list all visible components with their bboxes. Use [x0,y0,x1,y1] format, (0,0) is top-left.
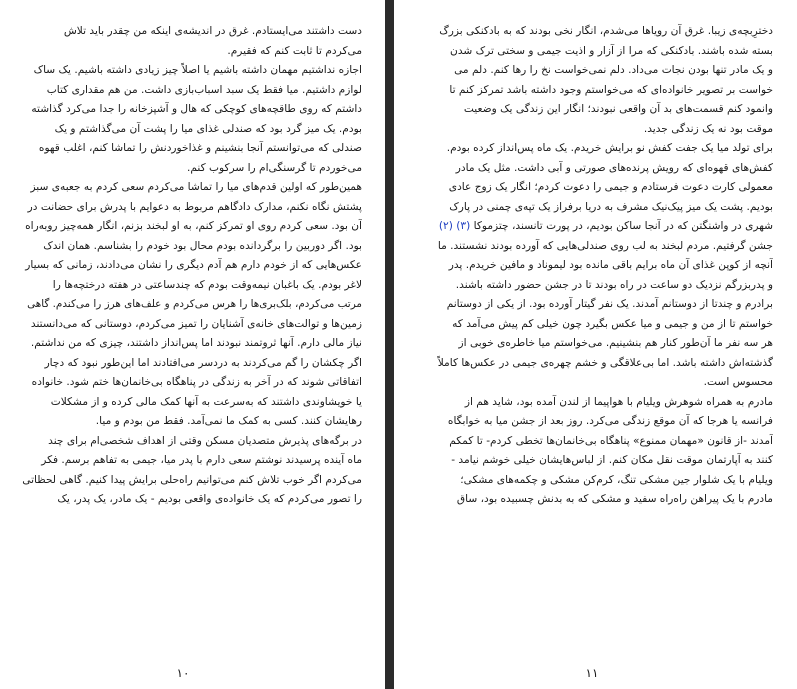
text-line: را تصور می‌کردم که یک خانواده‌ی واقعی بودیم - یک مادر، یک پدر، یک [57,493,362,505]
footnote-ref-link[interactable]: (۳) [456,220,471,232]
text-line: وانمود کنم قسمت‌های بد آن واقعی نبودند؛ انگار این زندگی یک وضعیت [463,103,773,115]
text-line: خواست بر تصویر خانواده‌ای که می‌خواستم وجود داشته باشد تمرکز کنم تا [449,83,773,96]
right-page-text [417,22,773,510]
text-line: لاغر بودم. یک باغبان نیمه‌وقت بودم که چندساعتی در هفته درختچه‌ها را [52,278,362,291]
text-line: برادرم و چندتا از دوستانم آمدند. یک نفر گیتار آورده بود. از یکی از دوستانم [446,298,773,310]
left-page-text [22,22,362,510]
right-page [394,0,797,689]
text-line: شهری در واشنگتن که در آنجا ساکن بودیم، در پورت تانسند، چتزموکا (۳) (۲) [438,220,773,232]
text-line: خواستم تا از من و جیمی و میا عکس بگیرد چون خیلی کم پیش می‌آمد که [452,317,773,330]
text-line: لوازم داشتیم. میا فقط یک سبد اسباب‌بازی داشت. من هم مقداری کتاب [46,83,362,96]
text-line: یا خویشاوندی داشتند که به‌سرعت به آنها کمک مالی کرده و از مشکلات [50,395,362,408]
text-line: فرانسه یا هرجا که آن موقع زندگی می‌کرد. روز بعد از جشن میا به خوابگاه [447,415,773,427]
text-line: آمدند -از قانون «مهمان ممنوع» پناهگاه بی‌خانمان‌ها تخطی کردم- تا کمکم [449,434,773,447]
text-line: آنچه از کوپن غذای آن ماه برایم باقی مانده بود لیموناد و مافین خریدم. پدر [448,259,773,271]
text-line: مادرم به همراه شوهرش ویلیام با هواپیما از لندن آمده بود، شاید هم از [464,395,773,408]
text-line: دست داشتند می‌ایستادم. غرق در اندیشه‌ی اینکه من چقدر باید تلاش [63,25,362,37]
book-spine [385,0,394,689]
text-line: رهایشان کنند. کسی به کمک ما نمی‌آمد. فقط من بودم و میا. [95,415,362,427]
text-line: بود. اگر دوربین را برگردانده بودم محال بود خودم را بشناسم. همان اندک [43,239,362,252]
left-page [0,0,385,689]
text-line: می‌کردم تا ثابت کنم که فقیرم. [227,44,362,57]
text-line: ویلیام با یک شلوار جین مشکی تنگ، کرم‌کن مشکی و چکمه‌های مشکی؛ [460,473,773,486]
text-line: موقت بود نه یک زندگی جدید. [643,122,773,135]
footnote-ref-link[interactable]: (۲) [438,220,453,232]
text-line: صندلی که می‌توانستم آنجا بنشینم و غذاخوردنش را تماشا کنم، اغلب قهوه [38,142,362,154]
text-line: می‌خوردم تا گرسنگی‌ام را سرکوب کنم. [186,161,362,174]
right-page-number: ۱۱ [585,666,599,680]
text-line: هر سه نفر ما آن‌طور کنار هم بنشینیم. می‌خواستم میا خاطره‌ی خوبی از [458,337,773,349]
text-line: بسته شده باشند. بادکنکی که مرا از آزار و اذیت جیمی و سختی ترک شدن [450,44,773,57]
text-line: اتفاقاتی شوند که در آخر به زندگی در پناهگاه بی‌خانمان‌ها ختم شود. خانواده [31,376,362,388]
text-line: بودم. یک میز گرد بود که صندلی غذای میا را پشت آن می‌گذاشتم و یک [54,122,362,135]
text-line: اگر چکشان را گم می‌کردند به دردسر می‌افتادند اما این‌طور نبود که دچار [44,356,362,369]
text-line: مرتب می‌کردم، بلک‌بری‌ها را هرس می‌کردم و علف‌های هرز را می‌کندم. گاهی [27,298,362,310]
text-line: در برگه‌های پذیرش متصدیان مسکن وقتی از اهداف شخصی‌ام برای چند [48,434,362,447]
text-line: گذشته‌اش داشته باشد. اما بی‌علاقگی و خشم چهره‌ی جیمی در عکس‌ها کاملاً [437,356,773,369]
text-line: پشتش نگاه نکنم، مدارک دادگاهم مربوط به دعوایم با پدرش برای حضانت در [27,200,362,213]
left-page-number: ۱۰ [176,666,190,680]
text-line: بودیم. پشت یک میز پیک‌نیک مشرف به دریا برفراز یک تپه‌ی چمنی در پارک [449,200,773,213]
text-line: همین‌طور که اولین قدم‌های میا را تماشا می‌کردم سعی کردم به جعبه‌ی سبز [30,181,362,193]
text-line: و پدربزرگم نزدیک دو ساعت در راه بودند تا در جشن حضور داشته باشند. [455,278,773,291]
text-line: می‌کردم اگر خوب تلاش کنم می‌توانیم راه‌حلی برایش پیدا کنیم. گاهی لحظاتی [22,473,362,486]
text-line: کنند به آپارتمان موقت نقل مکان کنم. از لباس‌هایشان خیلی خوشم نیامد - [451,454,773,466]
text-line: و یک مادر تنها بودن نجات می‌داد. دلم نمی‌خواست نخ را رها کنم. دلم می [454,64,773,76]
text-line: مادرم با یک پیراهن راه‌راه سفید و مشکی که به بدنش چسبیده بود، ساق [456,493,773,505]
text-line: عکس‌هایی که از خودم دارم هم آدم دیگری را نشان می‌دادند، زمانی که بسیار [25,259,362,271]
text-line: نیاز مالی دارم. آنها ثروتمند نبودند اما پس‌انداز داشتند، چیزی که من نداشتم. [30,337,362,349]
text-line: ماه آینده پرسیدند نوشتم سعی دارم با پدر میا، جیمی به تفاهم برسم. فکر [41,454,362,466]
text-line: جشن گرفتیم. مردم لبخند به لب روی صندلی‌هایی که آورده بودند نشستند. ما [437,239,773,252]
text-line: زمین‌ها و توالت‌های خانه‌ی آشنایان را تمیز می‌کردم، دوستانی که می‌دانستند [30,317,362,330]
text-line: برای تولد میا یک جفت کفش نو برایش خریدم. یک ماه پس‌انداز کرده بودم. [446,142,773,154]
text-line: کفش‌های قهوه‌ای که رویش پرنده‌های صورتی و آبی داشت. مثل یک مادر [455,161,773,174]
text-line: داشتم که روی طاقچه‌های کوچکی که هال و آشپزخانه را جدا می‌کرد گذاشته [31,103,362,115]
text-line: دخترِبچه‌ی زیبا. غرق آن رویاها می‌شدم، انگار نخی بودند که به بادکنکی بزرگ [439,25,773,37]
text-line: آن بود. سعی کردم روی او تمرکز کنم، به او لبخند بزنم، انگار همه‌چیز روبه‌راه [25,220,362,232]
text-line: محسوس است. [703,376,773,388]
text-line: اجازه نداشتیم مهمان داشته باشیم یا اصلاً چیز زیادی داشته باشیم. یک ساک [33,64,362,76]
text-line: معمولی کارت دعوت فرستادم و جیمی را دعوت کردم؛ انگار یک زوج عادی [448,181,773,193]
